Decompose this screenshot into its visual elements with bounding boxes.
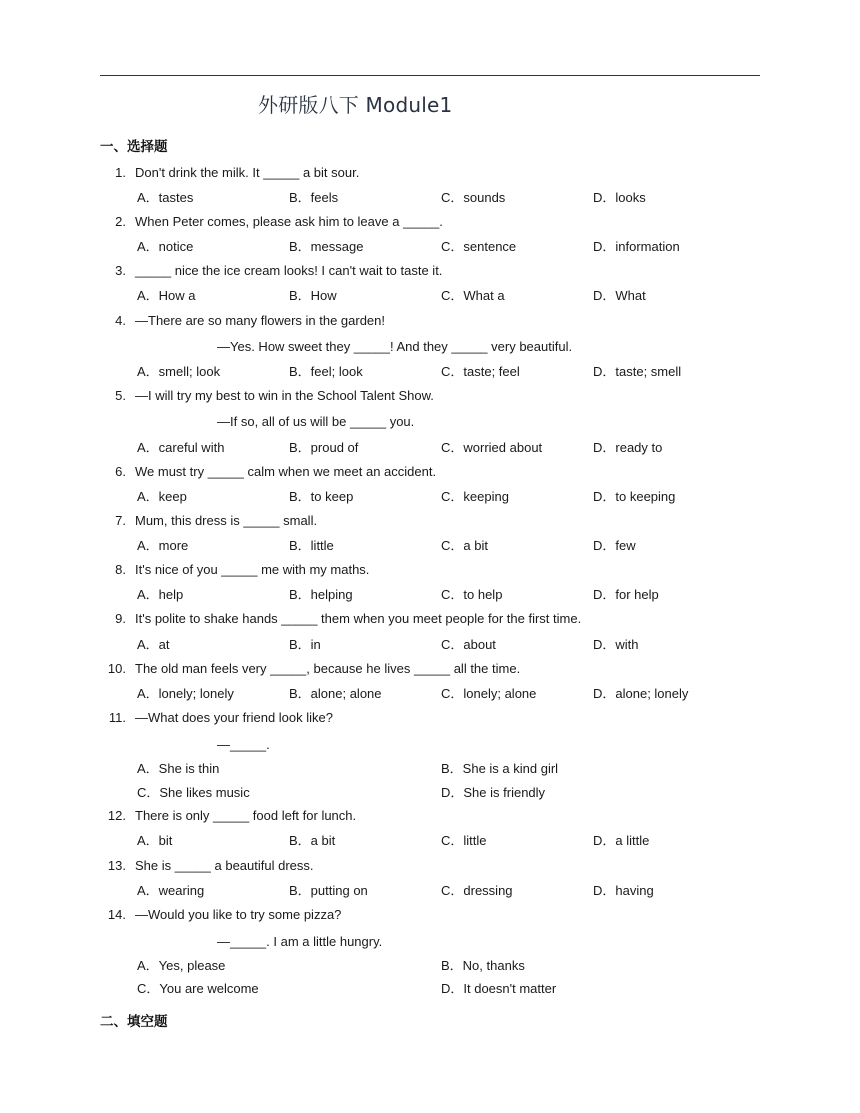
question-text: —Would you like to try some pizza?: [135, 907, 342, 922]
option-d: D．She is friendly: [441, 785, 546, 800]
option-b: B．to keep: [289, 489, 354, 504]
question-number: 4.: [115, 313, 126, 328]
question-number: 10.: [107, 661, 126, 676]
question-number: 6.: [115, 464, 126, 479]
option-a: A．more: [137, 538, 189, 553]
option-c: C．You are welcome: [137, 981, 259, 996]
option-a: A．bit: [137, 833, 173, 848]
question-number: 1.: [115, 165, 126, 180]
page-title: 外研版八下 Module1: [258, 93, 453, 117]
option-d: D．information: [593, 239, 680, 254]
option-c: C．dressing: [441, 883, 513, 898]
option-b: B．feel; look: [289, 364, 363, 379]
option-a: A．careful with: [137, 440, 225, 455]
option-c: C．She likes music: [137, 785, 250, 800]
option-b: B．a bit: [289, 833, 336, 848]
option-d: D．What: [593, 288, 646, 303]
option-d: D．It doesn't matter: [441, 981, 557, 996]
option-a: A．help: [137, 587, 184, 602]
option-c: C．sounds: [441, 190, 506, 205]
question-number: 13.: [107, 858, 126, 873]
question-text: _____ nice the ice cream looks! I can't wait to taste it.: [135, 263, 443, 278]
option-a: A．Yes, please: [137, 958, 226, 973]
option-a: A．How a: [137, 288, 196, 303]
option-b: B．little: [289, 538, 334, 553]
question-number: 11.: [108, 710, 126, 725]
question-number: 7.: [115, 513, 126, 528]
question-text: She is _____ a beautiful dress.: [135, 858, 314, 873]
option-b: B．alone; alone: [289, 686, 382, 701]
question-text: —What does your friend look like?: [135, 710, 333, 725]
option-a: A．smell; look: [137, 364, 221, 379]
option-a: A．tastes: [137, 190, 194, 205]
question-text: —I will try my best to win in the School Talent Show.: [135, 388, 434, 403]
question-number: 8.: [115, 562, 126, 577]
option-a: A．at: [137, 637, 170, 652]
option-b: B．feels: [289, 190, 339, 205]
dialogue-reply: —Yes. How sweet they _____! And they _____ very beautiful.: [217, 339, 573, 354]
option-c: C．little: [441, 833, 487, 848]
option-b: B．How: [289, 288, 337, 303]
question-text: Don't drink the milk. It _____ a bit sour.: [135, 165, 360, 180]
question-text: When Peter comes, please ask him to leave a _____.: [135, 214, 443, 229]
dialogue-reply: —_____. I am a little hungry.: [217, 934, 383, 949]
option-c: C．sentence: [441, 239, 517, 254]
option-a: A．wearing: [137, 883, 205, 898]
option-b: B．putting on: [289, 883, 368, 898]
option-c: C．worried about: [441, 440, 543, 455]
option-d: D．taste; smell: [593, 364, 682, 379]
option-a: A．keep: [137, 489, 187, 504]
option-c: C．a bit: [441, 538, 488, 553]
question-text: It's nice of you _____ me with my maths.: [135, 562, 370, 577]
option-b: B．message: [289, 239, 364, 254]
question-number: 2.: [115, 214, 126, 229]
option-d: D．few: [593, 538, 636, 553]
question-number: 3.: [115, 263, 126, 278]
option-b: B．helping: [289, 587, 353, 602]
option-c: C．to help: [441, 587, 503, 602]
question-number: 9.: [115, 611, 126, 626]
option-b: B．in: [289, 637, 321, 652]
option-a: A．lonely; lonely: [137, 686, 234, 701]
option-d: D．a little: [593, 833, 650, 848]
question-text: The old man feels very _____, because he lives _____ all the time.: [135, 661, 521, 676]
question-number: 12.: [107, 808, 126, 823]
option-c: C．keeping: [441, 489, 509, 504]
dialogue-reply: —_____.: [217, 737, 270, 752]
question-text: —There are so many flowers in the garden!: [135, 313, 386, 328]
option-b: B．She is a kind girl: [441, 761, 559, 776]
option-c: C．taste; feel: [441, 364, 520, 379]
option-d: D．with: [593, 637, 639, 652]
option-d: D．for help: [593, 587, 659, 602]
question-text: We must try _____ calm when we meet an accident.: [135, 464, 437, 479]
option-a: A．She is thin: [137, 761, 220, 776]
option-a: A．notice: [137, 239, 194, 254]
option-d: D．to keeping: [593, 489, 676, 504]
option-d: D．having: [593, 883, 654, 898]
option-d: D．looks: [593, 190, 646, 205]
dialogue-reply: —If so, all of us will be _____ you.: [217, 414, 415, 429]
question-text: Mum, this dress is _____ small.: [135, 513, 318, 528]
option-d: D．ready to: [593, 440, 663, 455]
section-heading-choice: 一、选择题: [100, 139, 168, 155]
option-b: B．No, thanks: [441, 958, 525, 973]
option-d: D．alone; lonely: [593, 686, 689, 701]
option-c: C．about: [441, 637, 496, 652]
question-text: It's polite to shake hands _____ them when you meet people for the first time.: [135, 611, 582, 626]
question-number: 5.: [115, 388, 126, 403]
option-b: B．proud of: [289, 440, 359, 455]
option-c: C．What a: [441, 288, 505, 303]
question-number: 14.: [107, 907, 126, 922]
question-text: There is only _____ food left for lunch.: [135, 808, 357, 823]
section-heading-fill-in: 二、填空题: [100, 1014, 168, 1030]
header-rule: [100, 75, 760, 76]
option-c: C．lonely; alone: [441, 686, 537, 701]
